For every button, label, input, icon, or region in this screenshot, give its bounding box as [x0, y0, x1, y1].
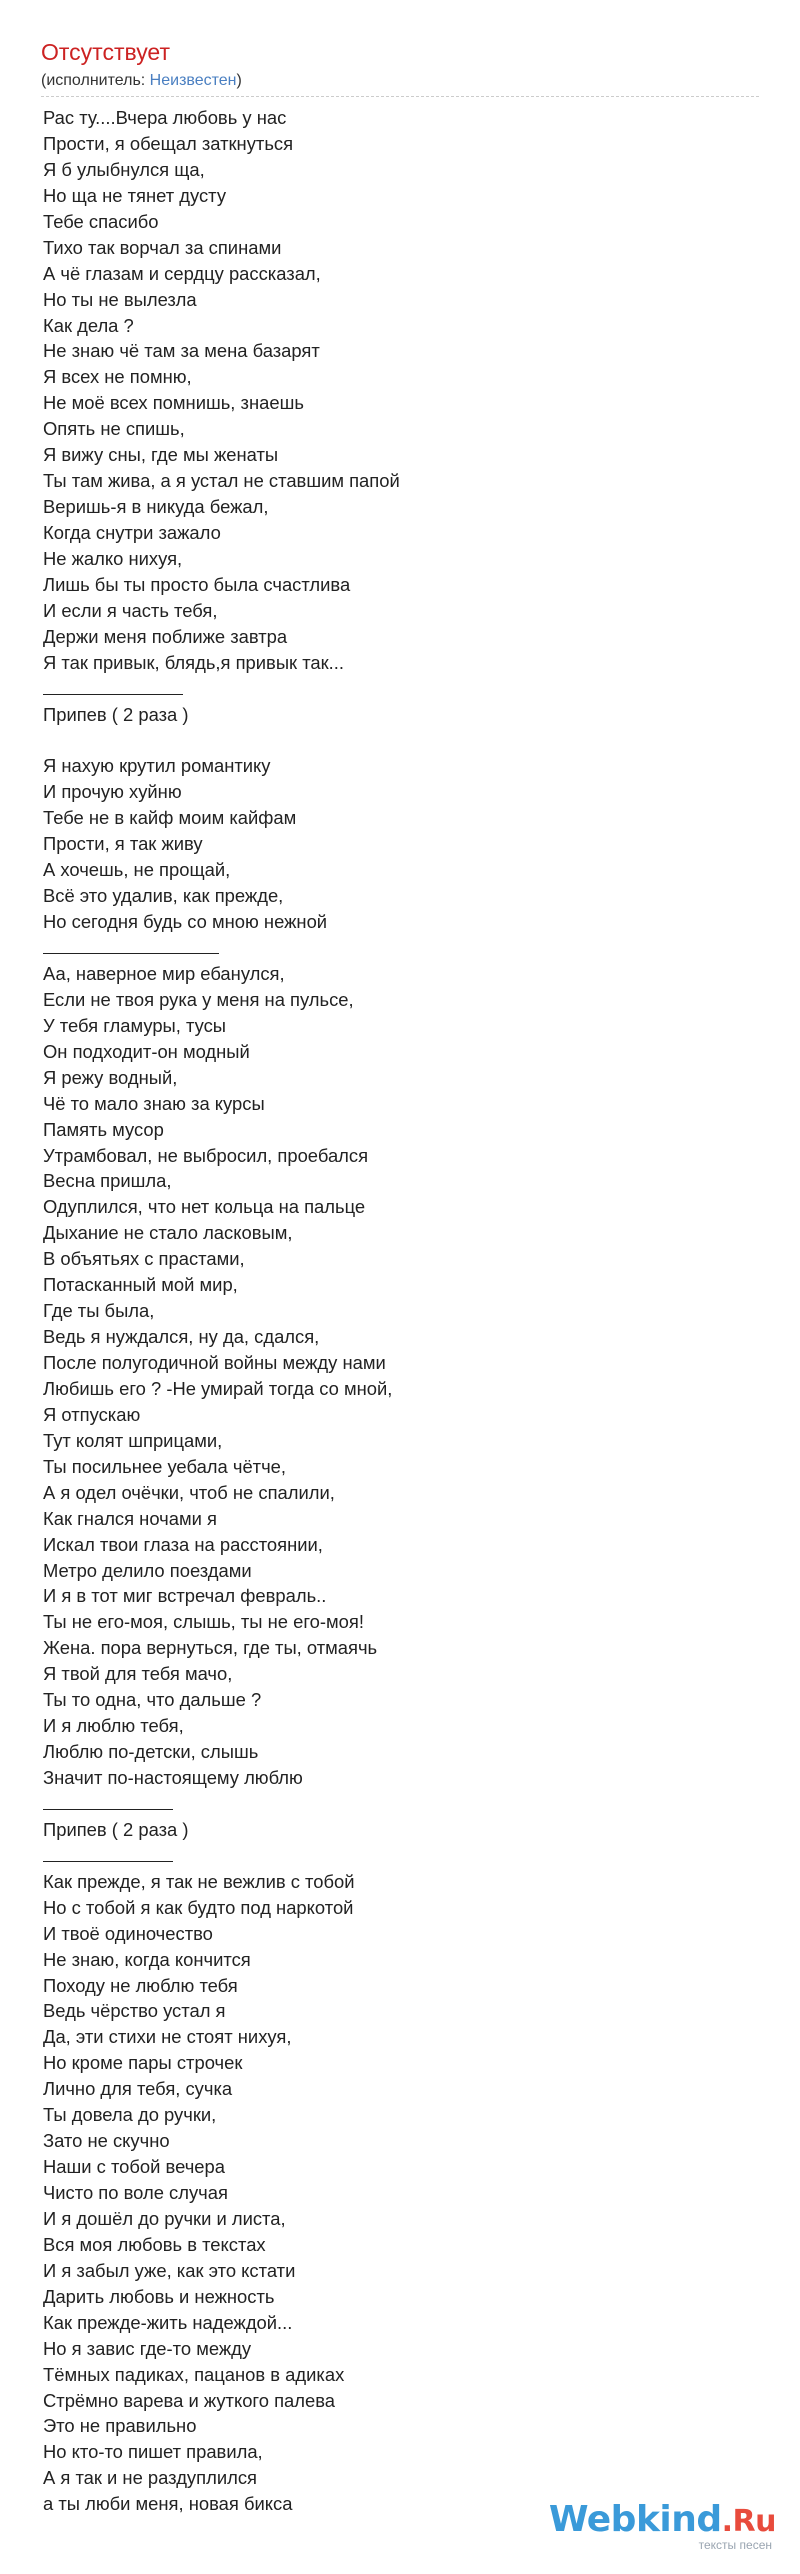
lyric-line: Я режу водный,	[43, 1066, 178, 1088]
lyric-line: Как прежде-жить надеждой...	[43, 2311, 293, 2333]
lyric-line: А хочешь, не прощай,	[43, 859, 231, 881]
lyric-line: Ты довела до ручки,	[43, 2104, 217, 2126]
lyric-line: Потасканный мой мир,	[43, 1274, 238, 1296]
lyric-line: Одуплился, что нет кольца на пальце	[43, 1196, 366, 1218]
lyric-line: Ты там жива, а я устал не ставшим папой	[43, 470, 400, 492]
lyric-line: Не моё всех помнишь, знаешь	[43, 392, 304, 414]
lyric-line: Но ты не вылезла	[43, 288, 197, 310]
lyric-line: А я так и не раздуплился	[43, 2467, 257, 2489]
lyric-line: Ты посильнее уебала чётче,	[43, 1455, 287, 1477]
lyric-line: У тебя гламуры, тусы	[43, 1014, 227, 1036]
lyric-line: Рас ту....Вчера любовь у нас	[43, 107, 287, 128]
lyric-line: Тебе спасибо	[43, 210, 159, 232]
lyric-line: И прочую хуйню	[43, 781, 182, 803]
lyric-line: Да, эти стихи не стоят нихуя,	[43, 2026, 292, 2048]
lyric-line: Я нахую крутил романтику	[43, 755, 271, 777]
lyric-line: И я дошёл до ручки и листа,	[43, 2207, 286, 2229]
lyric-line: Веришь-я в никуда бежал,	[43, 496, 269, 518]
lyric-line: Припев ( 2 раза )	[43, 703, 189, 725]
lyric-line: Припев ( 2 раза )	[43, 1818, 189, 1840]
lyric-line: Чё то мало знаю за курсы	[43, 1092, 265, 1114]
lyric-line: Тебе не в кайф моим кайфам	[43, 807, 297, 829]
lyric-line: Я б улыбнулся ща,	[43, 158, 205, 180]
logo-tagline: тексты песен	[698, 2538, 772, 2552]
lyric-line: Он подходит-он модный	[43, 1040, 250, 1062]
lyric-line: Ты то одна, что дальше ?	[43, 1689, 262, 1711]
lyric-line: Наши с тобой вечера	[43, 2156, 225, 2178]
lyric-line: Ведь чёрство устал я	[43, 2000, 226, 2022]
lyric-line: Утрамбовал, не выбросил, проебался	[43, 1144, 369, 1166]
lyric-line: Метро делило поездами	[43, 1559, 252, 1581]
lyric-line: Как гнался ночами я	[43, 1507, 217, 1529]
lyric-line: Дарить любовь и нежность	[43, 2285, 275, 2307]
logo-kind: kind	[635, 2499, 722, 2540]
lyric-line: Я твой для тебя мачо,	[43, 1663, 233, 1685]
artist-line	[41, 70, 761, 92]
lyric-line: а ты люби меня, новая бикса	[43, 2493, 293, 2515]
lyric-line: Лишь бы ты просто была счастлива	[43, 573, 351, 595]
lyric-line: Память мусор	[43, 1118, 164, 1140]
song-header	[41, 36, 761, 92]
logo-tld: .Ru	[721, 2504, 776, 2539]
lyric-line: Стрёмно варева и жуткого палева	[43, 2389, 336, 2411]
lyrics-separator	[43, 935, 763, 961]
lyric-line: Люблю по-детски, слышь	[43, 1741, 259, 1763]
logo-wordmark	[549, 2500, 776, 2542]
lyric-line: Лично для тебя, сучка	[43, 2078, 233, 2100]
lyric-line: Жена. пора вернуться, где ты, отмаячь	[43, 1637, 378, 1659]
lyrics-separator	[43, 676, 763, 702]
lyric-line: Аа, наверное мир ебанулся,	[43, 962, 285, 984]
lyric-line: После полугодичной войны между нами	[43, 1352, 386, 1373]
lyric-line: Ведь я нуждался, ну да, сдался,	[43, 1326, 320, 1348]
lyrics-body	[43, 105, 763, 2517]
lyric-line: Если не твоя рука у меня на пульсе,	[43, 988, 354, 1010]
lyric-line: Любишь его ? -Не умирай тогда со мной,	[43, 1377, 393, 1399]
lyric-line: Но кроме пары строчек	[43, 2052, 243, 2074]
artist-prefix: (исполнитель:	[41, 72, 150, 89]
lyric-line: А я одел очёчки, чтоб не спалили,	[43, 1481, 335, 1503]
artist-link[interactable]: Неизвестен	[149, 72, 237, 89]
lyric-line: Где ты была,	[43, 1300, 155, 1322]
artist-suffix: )	[236, 72, 242, 89]
lyric-line: Но ща не тянет дусту	[43, 184, 227, 206]
lyric-line: И я в тот миг встречал февраль..	[43, 1585, 327, 1607]
lyric-line: Я всех не помню,	[43, 366, 192, 388]
lyric-line: Но кто-то пишет правила,	[43, 2441, 263, 2463]
lyric-line: Когда снутри зажало	[43, 522, 221, 543]
lyric-line: Не знаю, когда кончится	[43, 1948, 251, 1970]
lyric-line: Чисто по воле случая	[43, 2182, 228, 2203]
lyric-line: И я люблю тебя,	[43, 1715, 184, 1737]
lyric-line: Тихо так ворчал за спинами	[43, 236, 282, 258]
lyric-line: Походу не люблю тебя	[43, 1974, 238, 1996]
lyric-line: Держи меня поближе завтра	[43, 625, 288, 647]
logo-web: Web	[548, 2499, 636, 2540]
lyrics-separator	[43, 1791, 763, 1817]
lyric-line: Я отпускаю	[43, 1403, 141, 1425]
lyric-line: А чё глазам и сердцу рассказал,	[43, 262, 321, 284]
lyric-line: Тёмных падиках, пацанов в адиках	[43, 2363, 345, 2385]
site-logo[interactable]	[549, 2500, 776, 2552]
lyric-line: Но сегодня будь со мною нежной	[43, 911, 328, 933]
lyric-line: Но я завис где-то между	[43, 2337, 252, 2359]
lyric-line: Всё это удалив, как прежде,	[43, 885, 284, 907]
song-title: Отсутствует	[41, 39, 170, 65]
header-divider	[41, 96, 759, 97]
lyric-line: Как прежде, я так не вежлив с тобой	[43, 1870, 355, 1892]
lyric-line: Как дела ?	[43, 314, 134, 336]
lyric-line: Не жалко нихуя,	[43, 547, 183, 569]
lyric-line: Ты не его-моя, слышь, ты не его-моя!	[43, 1611, 364, 1633]
lyric-line: Я так привык, блядь,я привык так...	[43, 651, 345, 673]
lyric-line: Тут колят шприцами,	[43, 1429, 223, 1451]
lyric-line: Зато не скучно	[43, 2130, 170, 2152]
lyrics-separator	[43, 1843, 763, 1869]
lyric-line: И я забыл уже, как это кстати	[43, 2259, 296, 2281]
lyric-line: Дыхание не стало ласковым,	[43, 1222, 293, 1244]
lyric-line: Вся моя любовь в текстах	[43, 2233, 266, 2255]
lyric-line: И если я часть тебя,	[43, 599, 218, 621]
lyric-line: Значит по-настоящему люблю	[43, 1767, 303, 1788]
lyric-line: Не знаю чё там за мена базарят	[43, 340, 320, 362]
lyric-line: В объятьях с прастами,	[43, 1248, 245, 1270]
lyric-line: Это не правильно	[43, 2415, 197, 2437]
lyric-line: Прости, я обещал заткнуться	[43, 132, 294, 154]
lyric-line	[43, 728, 763, 754]
lyric-line: Весна пришла,	[43, 1170, 172, 1192]
lyric-line: Я вижу сны, где мы женаты	[43, 444, 279, 466]
lyric-line: Прости, я так живу	[43, 833, 203, 855]
lyric-line: Но с тобой я как будто под наркотой	[43, 1896, 354, 1918]
lyric-line: Опять не спишь,	[43, 418, 185, 440]
lyric-line: Искал твои глаза на расстоянии,	[43, 1533, 323, 1555]
lyric-line: И твоё одиночество	[43, 1922, 213, 1944]
